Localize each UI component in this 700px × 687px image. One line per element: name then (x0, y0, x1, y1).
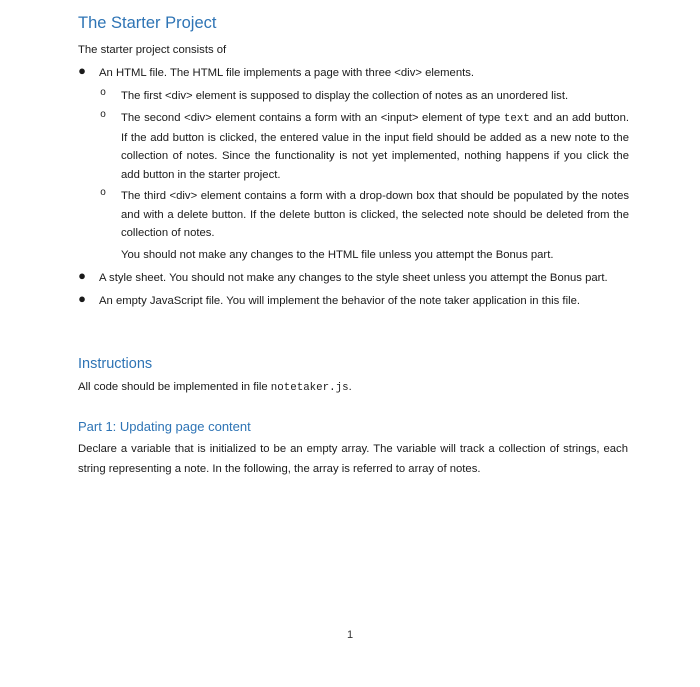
instructions-text-part: All code should be implemented in file (78, 381, 271, 393)
part1-text: Declare a variable that is initialized to be an empty array. The variable will track a collection of strings, each string representing a note. In the following, the array is referred to array of notes. (78, 443, 628, 475)
section-title-part1: Part 1: Updating page content (78, 419, 251, 434)
inline-code-filename: notetaker.js (270, 382, 349, 394)
bullet-text: A style sheet. You should not make any changes to the style sheet unless you attempt the Bonus part. (99, 272, 608, 284)
bullet-text: An HTML file. The HTML file implements a page with three <div> elements. (99, 67, 475, 79)
section-title-starter-project: The Starter Project (78, 14, 217, 32)
bullet-text: An empty JavaScript file. You will implement the behavior of the note taker application in this file. (99, 295, 581, 307)
sub-bullet-icon: o (100, 87, 106, 98)
sub-bullet-icon: o (100, 109, 106, 120)
instructions-text-part: . (348, 381, 352, 393)
page-number: 1 (346, 629, 354, 641)
inline-code: text (503, 113, 530, 125)
html-file-note: You should not make any changes to the HTML file unless you attempt the Bonus part. (121, 249, 554, 261)
sub-bullet-text (121, 109, 629, 184)
sub-bullet-text: The third <div> element contains a form with a drop-down box that should be populated by the notes and with a delete button. If the delete button is clicked, the selected note should be deleted from the collection of notes. (121, 190, 629, 239)
sub-bullet-text-part: The second <div> element contains a form with an <input> element of type (121, 112, 504, 124)
bullet-icon: ● (78, 268, 86, 283)
instructions-text (78, 378, 352, 397)
bullet-icon: ● (78, 291, 86, 306)
section-title-instructions: Instructions (78, 356, 153, 372)
sub-bullet-text: The first <div> element is supposed to display the collection of notes as an unordered list. (121, 90, 569, 102)
sub-bullet-icon: o (100, 187, 106, 198)
intro-text: The starter project consists of (78, 44, 227, 56)
bullet-icon: ● (78, 63, 86, 78)
sub-bullet-text-part: and an add button. If the add button is clicked, the entered value in the input field should be added as a new note to the collection of notes. Since the functionality is not yet implemented, nothing happens if you click the add button in the starter project. (121, 112, 629, 181)
